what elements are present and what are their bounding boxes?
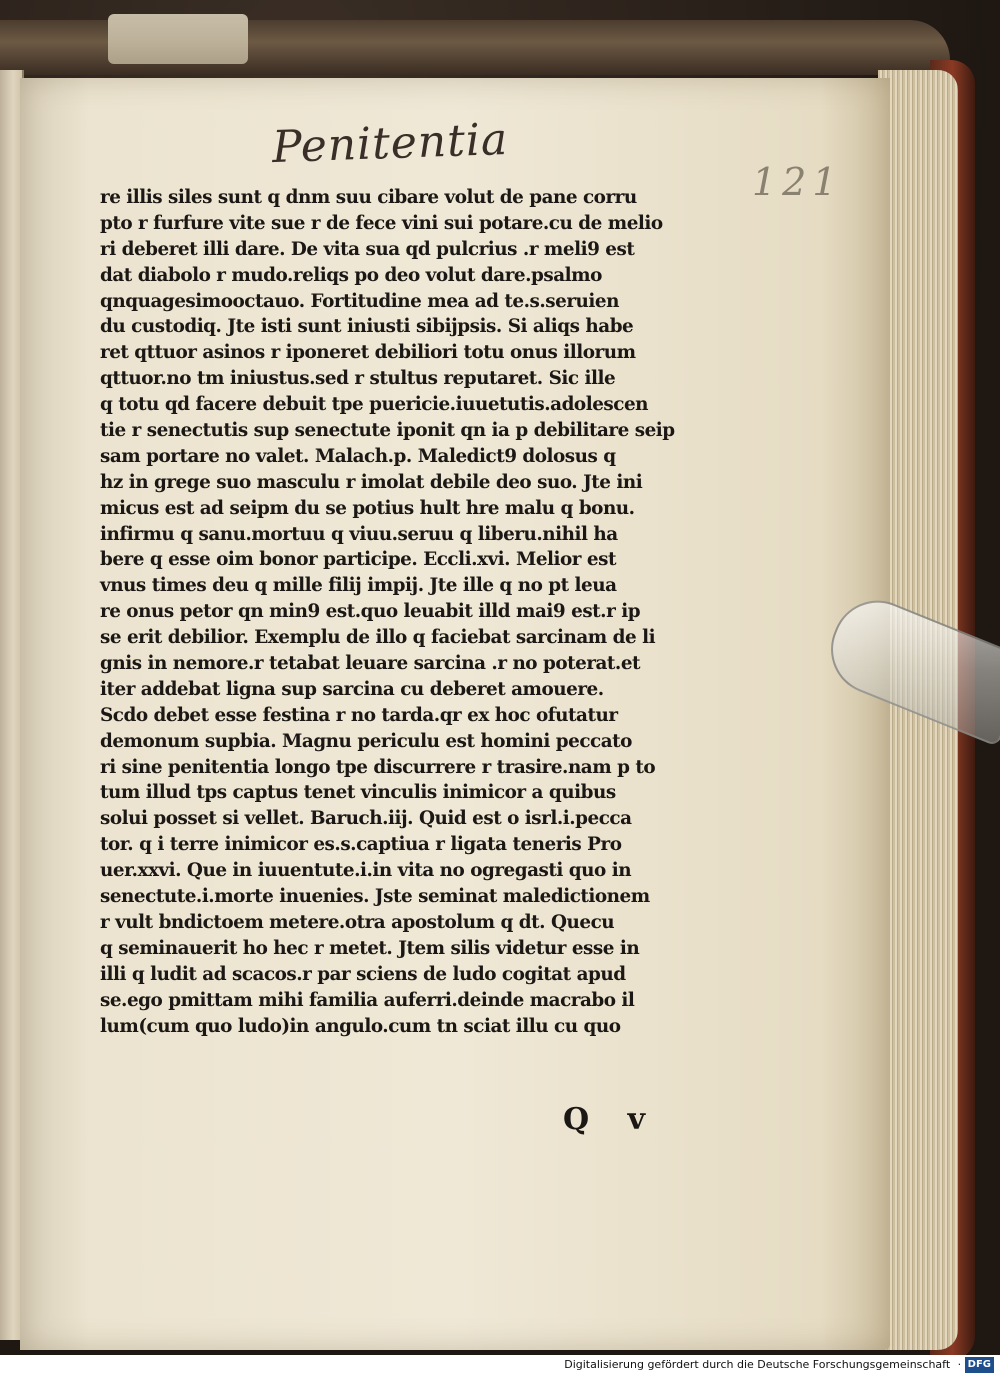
text-line: qnquagesimooctauo. Fortitudine mea ad te.s.seruien — [100, 289, 619, 312]
text-line: solui posset si vellet. Baruch.iij. Quid est o isrl.i.pecca — [100, 807, 632, 830]
text-line: iter addebat ligna sup sarcina cu deberet amouere. — [100, 677, 604, 700]
text-line: dat diabolo r mudo.reliqs po deo volut dare.psalmo — [100, 263, 602, 286]
text-line: re onus petor qn min9 est.quo leuabit illd mai9 est.r ip — [100, 600, 641, 623]
text-line: hz in grege suo masculu r imolat debile deo suo. Jte ini — [100, 470, 643, 493]
text-line: se erit debilior. Exemplu de illo q faciebat sarcinam de li — [100, 626, 656, 649]
text-line: illi q ludit ad scacos.r par sciens de ludo cogitat apud — [100, 962, 626, 985]
text-line: q seminauerit ho hec r metet. Jtem silis videtur esse in — [100, 936, 640, 959]
text-line: tie r senectutis sup senectute iponit qn ia p debilitare seip — [100, 419, 675, 442]
text-line: lum(cum quo ludo)in angulo.cum tn sciat illu cu quo — [100, 1014, 621, 1037]
text-line: senectute.i.morte inuenies. Jste seminat maledictionem — [100, 885, 650, 908]
text-line: pto r furfure vite sue r de fece vini sui potare.cu de melio — [100, 211, 663, 234]
text-line: ret qttuor asinos r iponeret debiliori totu onus illorum — [100, 341, 636, 364]
text-line: ri sine penitentia longo tpe discurrere r trasire.nam p to — [100, 755, 656, 778]
text-block — [100, 185, 700, 1039]
folio-number: 121 — [752, 160, 843, 204]
text-line: infirmu q sanu.mortuu q viuu.seruu q liberu.nihil ha — [100, 522, 618, 545]
spine-tape — [108, 14, 248, 64]
text-line: q totu qd facere debuit tpe puericie.iuuetutis.adolescen — [100, 393, 649, 416]
footer-credit-text: Digitalisierung gefördert durch die Deutsche Forschungsgemeinschaft — [564, 1358, 951, 1371]
text-line: bere q esse oim bonor participe. Eccli.xvi. Melior est — [100, 548, 616, 571]
text-line: du custodiq. Jte isti sunt iniusti sibijpsis. Si aliqs habe — [100, 315, 634, 338]
text-line: uer.xxvi. Que in iuuentute.i.in vita no ogregasti quo in — [100, 859, 632, 882]
text-line: gnis in nemore.r tetabat leuare sarcina .r no poterat.et — [100, 652, 641, 675]
catchword: Q v — [563, 1102, 660, 1137]
text-line: micus est ad seipm du se potius hult hre malu q bonu. — [100, 496, 635, 519]
text-line: tum illud tps captus tenet vinculis inimicor a quibus — [100, 781, 616, 804]
handwritten-heading: Penitentia — [271, 113, 509, 174]
text-line: sam portare no valet. Malach.p. Maledict9 dolosus q — [100, 444, 616, 467]
text-line: tor. q i terre inimicor es.s.captiua r ligata teneris Pro — [100, 833, 622, 856]
text-line: re illis siles sunt q dnm suu cibare volut de pane corru — [100, 186, 637, 208]
text-line: qttuor.no tm iniustus.sed r stultus reputaret. Sic ille — [100, 367, 616, 390]
text-line: demonum supbia. Magnu periculu est homini peccato — [100, 729, 632, 752]
dfg-logo: DFG — [965, 1357, 994, 1373]
text-line: se.ego pmittam mihi familia auferri.deinde macrabo il — [100, 988, 635, 1011]
text-line: ri deberet illi dare. De vita sua qd pulcrius .r meli9 est — [100, 237, 635, 260]
footer-credit-bar — [0, 1355, 1000, 1375]
text-line: r vult bndictoem metere.otra apostolum q dt. Quecu — [100, 910, 615, 933]
text-line: Scdo debet esse festina r no tarda.qr ex hoc ofutatur — [100, 703, 618, 726]
footer-separator: · — [957, 1358, 962, 1371]
text-line: vnus times deu q mille filij impij. Jte ille q no pt leua — [100, 574, 617, 597]
